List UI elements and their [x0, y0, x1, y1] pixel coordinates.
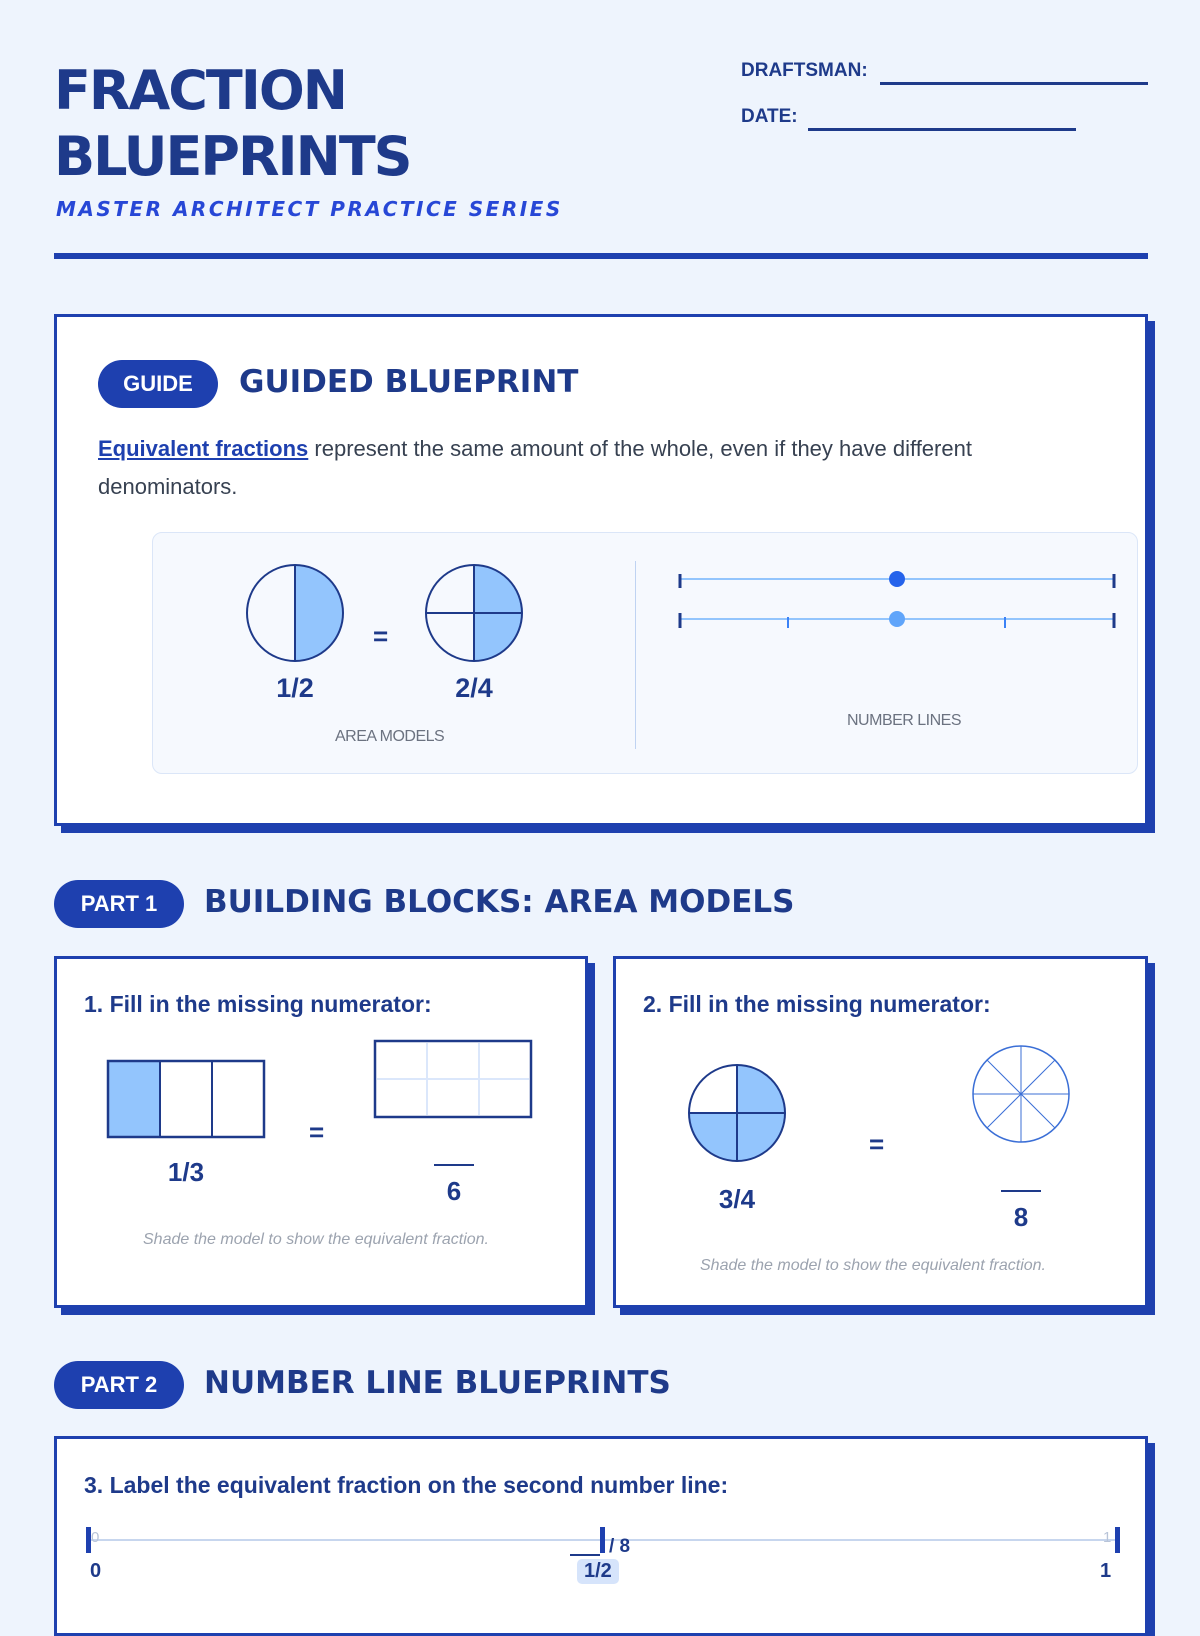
question-1-denominator: 6	[446, 1176, 462, 1206]
guide-half-label: 1/2	[276, 673, 314, 703]
question-1-given-fraction: 1/3	[167, 1157, 205, 1187]
three-quarters-circle-model	[687, 1063, 787, 1163]
question-2-given-fraction: 3/4	[718, 1184, 756, 1214]
question-3-label-one: 1	[1100, 1560, 1112, 1582]
question-1-numerator-blank[interactable]	[434, 1164, 474, 1166]
question-3-numerator-blank[interactable]	[570, 1554, 600, 1556]
eighths-circle-model[interactable]	[971, 1044, 1071, 1144]
question-2-equals: =	[869, 1129, 885, 1159]
question-1-card	[54, 956, 588, 1308]
question-2-card	[613, 956, 1148, 1308]
page-title	[54, 58, 411, 190]
part2-heading: NUMBER LINE BLUEPRINTS	[204, 1365, 671, 1401]
guide-heading: GUIDED BLUEPRINT	[239, 364, 579, 400]
area-models-caption: AREA MODELS	[335, 728, 445, 745]
question-1-note: Shade the model to show the equivalent fraction.	[143, 1231, 489, 1248]
question-3-prompt: 3. Label the equivalent fraction on the second number line:	[84, 1472, 729, 1498]
part2-badge: PART 2	[54, 1361, 184, 1409]
question-3-denominator: / 8	[609, 1536, 631, 1557]
sixths-rectangle-model[interactable]	[374, 1040, 532, 1118]
question-2-prompt: 2. Fill in the missing numerator:	[643, 991, 991, 1017]
question-3-card	[54, 1436, 1148, 1636]
question-3-label-zero: 0	[90, 1560, 102, 1582]
question-2-denominator: 8	[1013, 1202, 1029, 1232]
number-lines-caption: NUMBER LINES	[847, 712, 962, 729]
header-divider	[54, 253, 1148, 259]
title-line-2: BLUEPRINTS	[54, 125, 411, 188]
guide-number-lines	[153, 533, 1139, 775]
question-3-faint-start: 0	[91, 1529, 100, 1546]
thirds-rectangle-model	[107, 1060, 265, 1138]
draftsman-field[interactable]	[880, 82, 1148, 85]
guide-equals: =	[373, 621, 389, 651]
equivalent-fractions-term[interactable]: Equivalent fractions	[98, 436, 309, 461]
question-2-note: Shade the model to show the equivalent fraction.	[700, 1257, 1046, 1274]
title-line-1: FRACTION	[54, 59, 346, 122]
guide-quarters-label: 2/4	[455, 673, 493, 703]
date-field[interactable]	[808, 128, 1076, 131]
question-2-numerator-blank[interactable]	[1001, 1190, 1041, 1192]
page-subtitle: MASTER ARCHITECT PRACTICE SERIES	[56, 197, 563, 221]
part1-badge: PART 1	[54, 880, 184, 928]
question-1-equals: =	[309, 1117, 325, 1147]
question-1-prompt: 1. Fill in the missing numerator:	[84, 991, 432, 1017]
question-3-label-half: 1/2	[577, 1559, 619, 1584]
part1-heading: BUILDING BLOCKS: AREA MODELS	[204, 884, 795, 920]
guide-badge: GUIDE	[98, 360, 218, 408]
guide-definition	[98, 430, 1058, 506]
guide-card	[54, 314, 1148, 826]
question-3-faint-end: 1	[1103, 1529, 1112, 1546]
guide-diagram-panel	[152, 532, 1138, 774]
date-label: DATE:	[741, 106, 798, 127]
guide-definition-text: represent the same amount of the whole, even if they have different denominators.	[98, 436, 972, 499]
draftsman-label: DRAFTSMAN:	[741, 60, 868, 81]
